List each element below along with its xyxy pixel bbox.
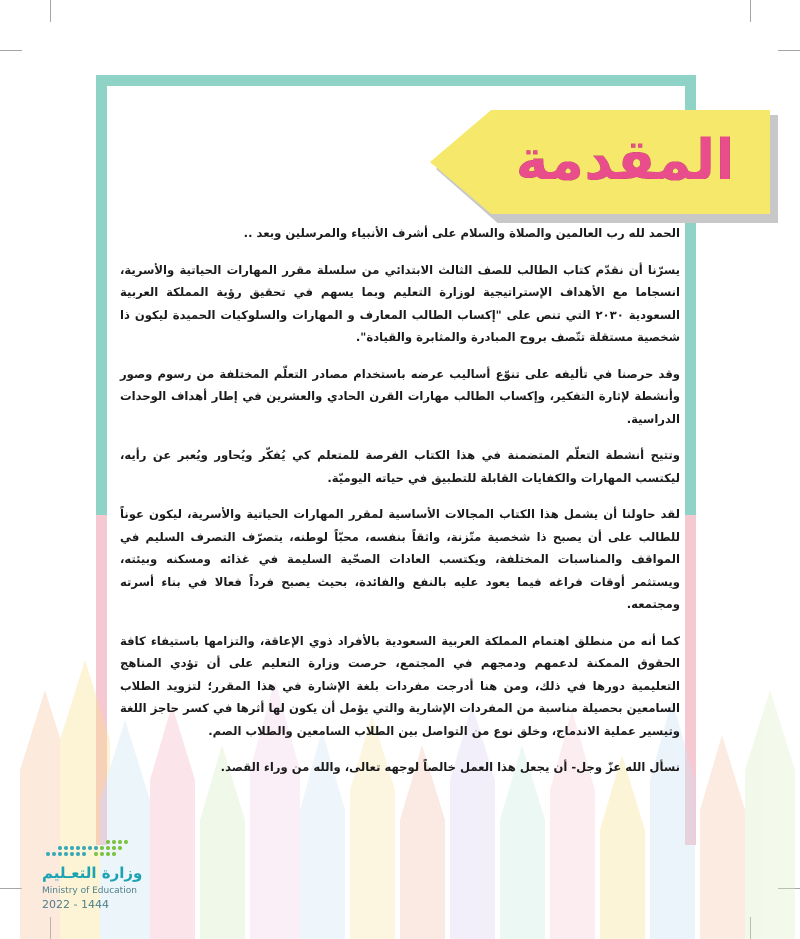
logo-dots-icon	[38, 838, 148, 860]
paragraph: لقد حاولنا أن يشمل هذا الكتاب المجالات الأساسية لمقرر المهارات الحياتية والأسرية، ليكون عوناً للطالب على أن يصبح ذا شخصية متّزنة، واثقاً بنفسه، محبّاً لوطنه، يتصرّف التصرف السليم في المواقف والمناسبات المختلفة، ويكتسب العادات الصحّية السليمة في غذائه ومسكنه وبيئته، ويستثمر أوقات فراغه فيما يعود عليه بالنفع والفائدة، بحيث يصبح فرداً فعالا في بناء أسرته ومجتمعه.	[120, 507, 680, 611]
crop-mark	[50, 0, 51, 22]
logo-year: 2022 - 1444	[42, 898, 109, 911]
crop-mark	[750, 0, 751, 22]
paragraph: وتتيح أنشطة التعلّم المتضمنة في هذا الكتاب الفرصة للمتعلم كي يُفكّر ويُحاور ويُعبر عن رأيه، ليكتسب المهارات والكفايات القابلة للتطبيق في حياته اليوميّة.	[120, 448, 680, 485]
intro-text	[120, 222, 680, 793]
paragraph: كما أنه من منطلق اهتمام المملكة العربية السعودية بالأفراد ذوي الإعاقة، والتزامها باستيفاء كافة الحقوق الممكنة لدعمهم ودمجهم في المجتمع، حرصت وزارة التعليم على أن تؤدي المناهج التعليمية دورها في ذلك، ومن هنا أدرجت مفردات بلغة الإشارة في هذا المقرر؛ لتزويد الطلاب السامعين بحصيلة مناسبة من المفردات الإشارية والتي يؤمل أن يكون لها أثرها في كسر حاجز اللغة وتيسير عملية الاندماج، وخلق نوع من التواصل بين الطلاب السامعين والطلاب الصم.	[120, 633, 680, 738]
ministry-logo	[38, 838, 148, 926]
paragraph: وقد حرصنا في تأليفه على تنوّع أساليب عرضه باستخدام مصادر التعلّم المختلفة من رسوم وصور وأنشطة لإثارة التفكير، وإكساب الطالب مهارات القرن الحادي والعشرين في إطار أهداف الوحدات الدراسية.	[120, 366, 680, 426]
page-title: المقدمة	[515, 127, 735, 193]
paragraph: يسرّنا أن نقدّم كتاب الطالب للصف الثالث الابتدائي من سلسلة مقرر المهارات الحياتية والأسرية، انسجاما مع الأهداف الإستراتيجية لوزارة التعليم وبما يسهم في تحقيق رؤية المملكة العربية السعودية ٢٠٣٠ التي تنص على "إكساب الطالب المعارف و المهارات والسلوكيات الحميدة ليكون ذا شخصية مستقلة تتّصف بروح المبادرة والمثابرة والقيادة".	[120, 262, 680, 344]
crop-mark	[778, 50, 800, 51]
crop-mark	[0, 50, 22, 51]
logo-english-text: Ministry of Education	[42, 886, 137, 896]
paragraph: نسأل الله عزّ وجل- أن يجعل هذا العمل خالصاً لوجهه تعالى، والله من وراء القصد.	[220, 760, 680, 774]
logo-arabic-text: وزارة التعـليم	[42, 864, 143, 882]
paragraph: الحمد لله رب العالمين والصلاة والسلام على أشرف الأنبياء والمرسلين وبعد ..	[243, 226, 680, 240]
